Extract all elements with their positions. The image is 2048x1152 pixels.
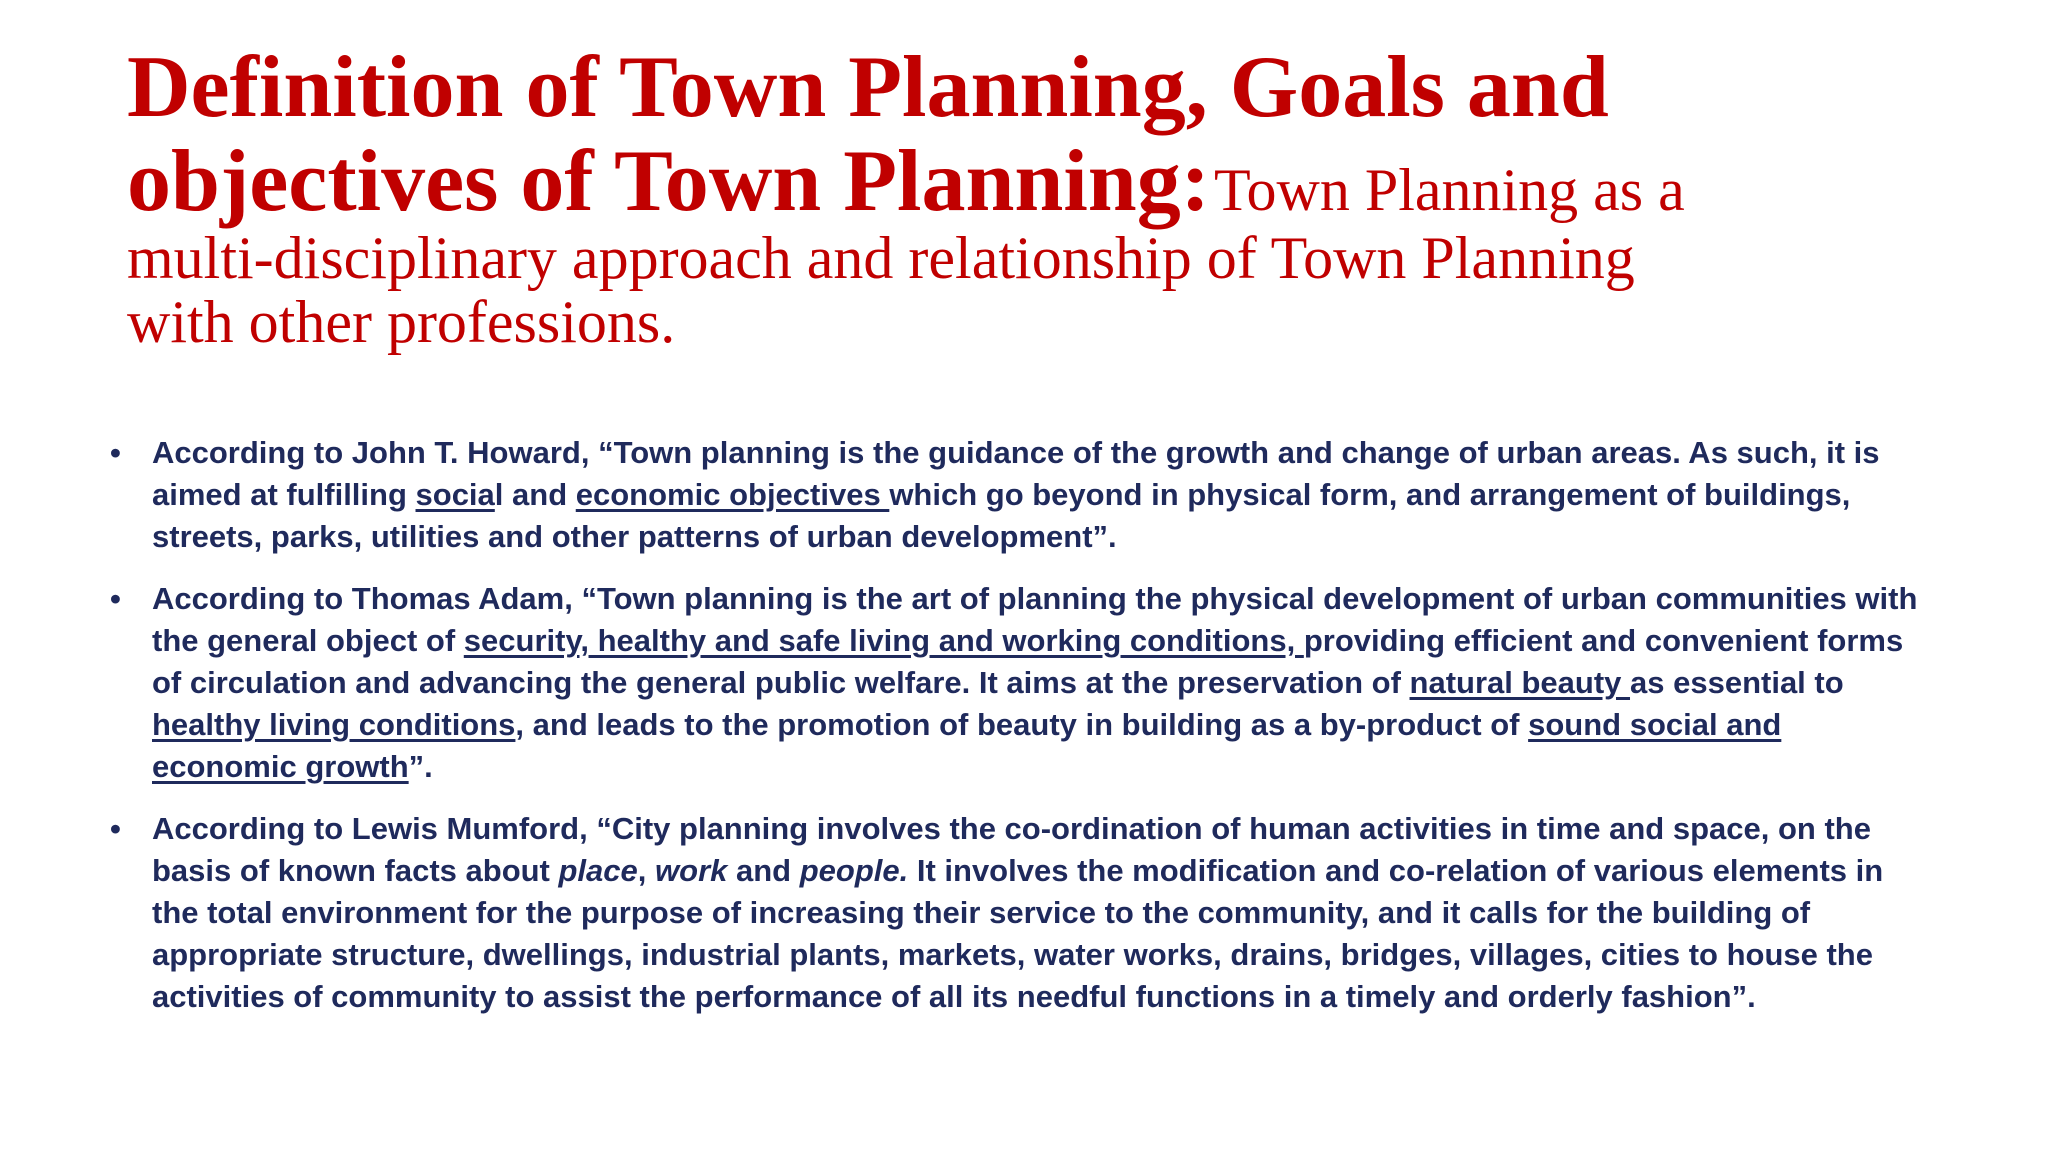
bullet-text: and bbox=[727, 853, 800, 888]
title-bold-line-1: Definition of Town Planning, Goals and bbox=[127, 39, 1609, 136]
underlined-text: economic objectives bbox=[575, 477, 890, 512]
underlined-text: socia bbox=[415, 477, 495, 512]
bullet-text: According to Thomas Adam, “Town planning is the art of planning the physical development of urban communities with the general object of bbox=[152, 581, 1918, 658]
bullet-text: According to John T. Howard, “Town planning is the guidance of the growth and change of urban areas. As such, it is aimed at fulfilling bbox=[152, 435, 1880, 512]
title-line-1 bbox=[127, 39, 1767, 138]
bullet-text: which go beyond in physical form, and arrangement of buildings, streets, parks, utilities and other patterns of urban development”. bbox=[152, 477, 1851, 554]
bullet-dot-icon: • bbox=[110, 811, 121, 846]
bullet-text: ”. bbox=[408, 749, 433, 784]
title-line-2 bbox=[127, 133, 1767, 230]
italic-text: work bbox=[655, 853, 728, 888]
bullet-item-howard bbox=[110, 432, 1930, 558]
underlined-text: security, healthy and safe living and working conditions, bbox=[463, 623, 1304, 658]
title-subtitle-line-3: with other professions. bbox=[127, 289, 676, 355]
bullet-item-mumford bbox=[110, 808, 1930, 1018]
bullet-list bbox=[110, 432, 1930, 1038]
title-subtitle-start: Town Planning as a bbox=[1214, 157, 1685, 223]
bullet-text: providing efficient and convenient forms of circulation and advancing the general public welfare. It aims at the preservation of bbox=[152, 623, 1904, 700]
bullet-text: It involves the modification and co-relation of various elements in the total environment for the purpose of increasing their service to the community, and it calls for the building of appropriate structure, dwellings, industrial plants, markets, water works, drains, bridges, villages, cities to house the activities of community to assist the performance of all its needful functions in a timely and orderly fashion”. bbox=[152, 853, 1884, 1014]
slide-title bbox=[127, 39, 1767, 356]
bullet-text: l and bbox=[494, 477, 576, 512]
italic-text: place bbox=[558, 853, 638, 888]
bullet-dot-icon: • bbox=[110, 581, 121, 616]
bullet-text: , and leads to the promotion of beauty in building as a by-product of bbox=[515, 707, 1529, 742]
bullet-text: , bbox=[637, 853, 656, 888]
underlined-text: healthy living conditions bbox=[152, 707, 516, 742]
bullet-item-adam bbox=[110, 578, 1930, 788]
title-subtitle-line-2: multi-disciplinary approach and relationship of Town Planning bbox=[127, 225, 1635, 291]
title-bold-line-2: objectives of Town Planning: bbox=[127, 133, 1211, 230]
underlined-text: natural beauty bbox=[1409, 665, 1631, 700]
bullet-dot-icon: • bbox=[110, 435, 121, 470]
bullet-text: According to Lewis Mumford, “City planning involves the co-ordination of human activities in time and space, on the basis of known facts about bbox=[152, 811, 1871, 888]
underlined-text: sound social and economic growth bbox=[152, 707, 1782, 784]
italic-text: people. bbox=[799, 853, 909, 888]
bullet-text: as essential to bbox=[1630, 665, 1844, 700]
